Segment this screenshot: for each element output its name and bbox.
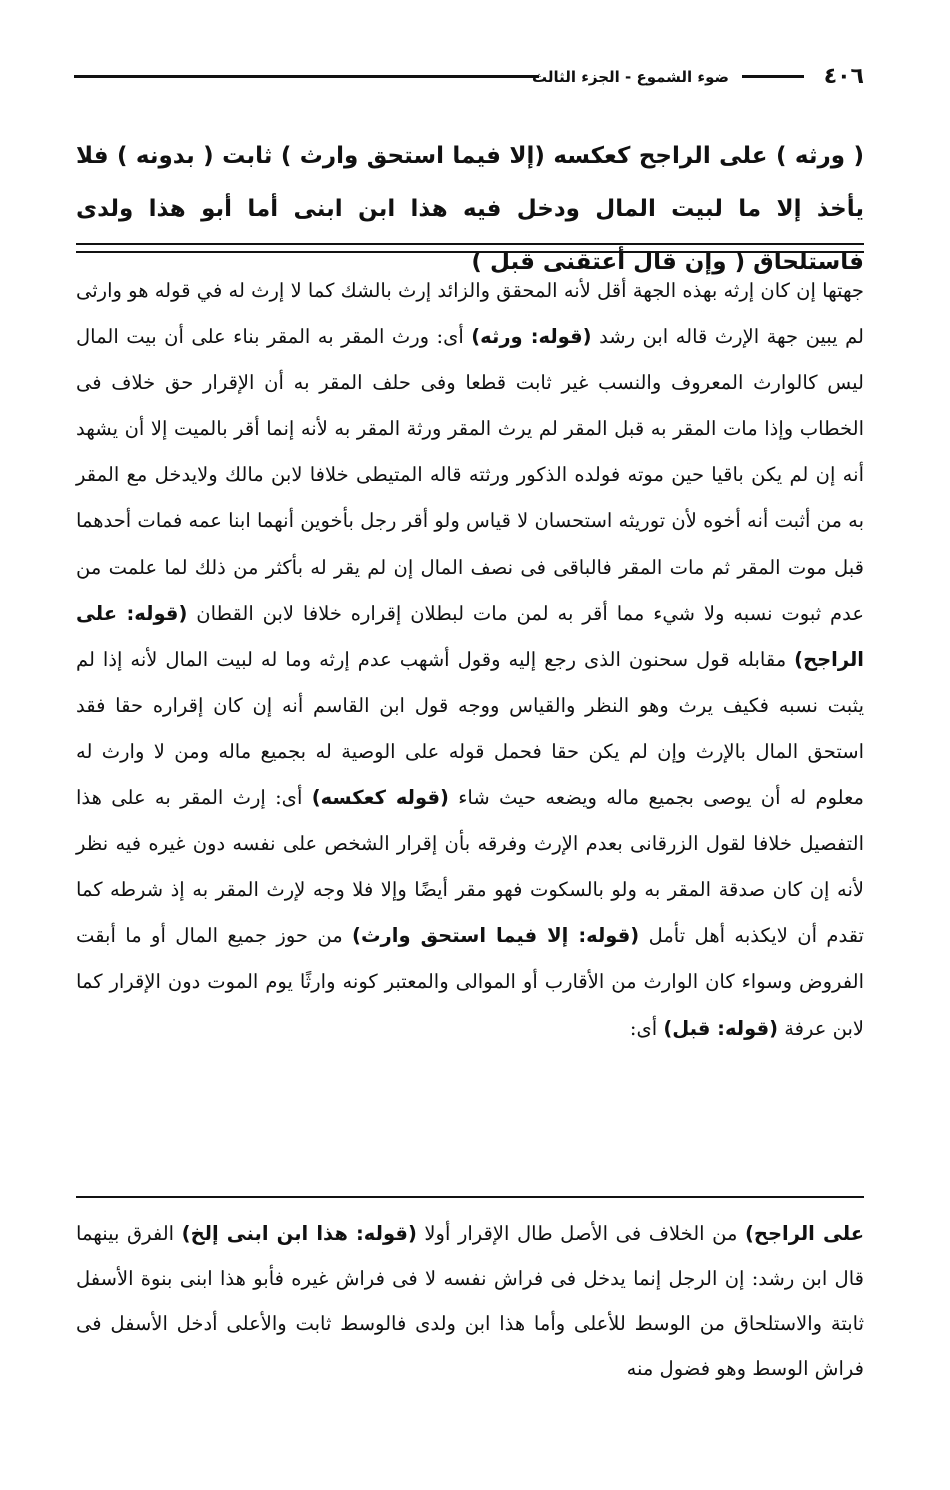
quoted-lemma: (قوله كعكسه) (311, 786, 449, 810)
quoted-lemma: (قوله: هذا ابن ابنى إلخ) (181, 1222, 417, 1245)
main-text (76, 130, 864, 289)
running-header (74, 62, 864, 122)
quoted-lemma: (قوله: على الراجح) (76, 601, 864, 671)
commentary-text-run: مقابله قول سحنون الذى رجع إليه وقول أشهب عدم إرثه وما له لبيت المال لأنه إذا لم يثبت نسبه فكيف يرث وهو النظر والقياس ووجه قول ابن القاسم أنه إن كان إقراره حقا فقد استحق المال بالإرث وإن لم يكن حقا فحمل قوله على الوصية له بجميع ماله ومن لا وارث له معلوم له أن يوصى بجميع ماله ويضعه حيث شاء (76, 647, 864, 810)
footnote-text-run: الفرق بينهما قال ابن رشد: إن الرجل إنما يدخل فى فراش نفسه لا فى فراش غيره فأبو هذا ابنى بنوة الأسفل ثابتة والاستلحاق من الوسط للأعلى وأما هذا ابن ولدى فالوسط ثابت والأعلى أدخل الأسفل فى فراش الوسط وهو فضول منه (76, 1222, 864, 1380)
quoted-lemma: (قوله: ورثه) (471, 325, 592, 349)
header-rule (742, 75, 804, 78)
quoted-lemma: (قوله: قبل) (663, 1016, 779, 1040)
footnote-divider (76, 1196, 864, 1198)
commentary-text-run: جهتها إن كان إرثه بهذه الجهة أقل لأنه المحقق والزائد إرث بالشك كما لا إرث له في قوله هو وارثى لم يبين جهة الإرث قاله ابن رشد (76, 279, 864, 349)
double-divider (76, 243, 864, 253)
footnote-text-run: من الخلاف فى الأصل طال الإقرار أولا (416, 1222, 738, 1245)
footnote-text (76, 1211, 864, 1391)
commentary-text-run: أى: ورث المقر به المقر بناء على أن بيت المال ليس كالوارث المعروف والنسب غير ثابت قطعا وفى حلف المقر به أن الإقرار حق خلاف فى الخطاب وإذا مات المقر به قبل المقر لم يرث المقر ورثة المقر به لأنه إنما أقر بالميت إلا أن يشهد أنه إن لم يكن باقيا حين موته فولده الذكور ورثته قاله المتيطى خلافا لابن مالك ولايدخل مع المقر به من أثبت أنه أخوه لأن توريثه استحسان لا قياس ولو أقر رجل بأخوين أنهما ابنا عمه فمات أحدهما قبل موت المقر ثم مات المقر فالباقى فى نصف المال إن لم يقر له بأكثر من ذلك لما علمت من عدم ثبوت نسبه ولا شيء مما أقر به لمن مات لبطلان إقراره خلافا لابن القطان (76, 325, 864, 625)
commentary-text-run: أى: إرث المقر به على هذا التفصيل خلافا لقول الزرقانى بعدم الإرث وفرقه بأن إقرار الشخص على نفسه دون غيره فيه نظر لأنه إن كان صدقة المقر به ولو بالسكوت فهو مقر أيضًا وإلا فلا وجه لإرث المقر به إذ شرطه كما تقدم أن لايكذبه أهل تأمل (76, 786, 864, 948)
main-text-line: ( ورثه ) على الراجح كعكسه (إلا فيما استحق وارث ) ثابت ( بدونه ) فلا يأخذ إلا ما (76, 143, 864, 222)
quoted-lemma: على الراجح) (745, 1222, 865, 1245)
commentary-text-run: من حوز جميع المال أو ما أبقت الفروض وسواء كان الوارث من الأقارب أو الموالى والمعتبر كونه وارثًا يوم الموت دون الإقرار كما لابن عرفة (76, 924, 864, 1040)
quoted-lemma: (قوله: إلا فيما استحق وارث) (352, 924, 640, 948)
page-number: ٤٠٦ (823, 64, 864, 89)
running-title: ضوء الشموع - الجزء الثالث (531, 68, 729, 86)
commentary-text (76, 268, 864, 1052)
commentary-text-run: أى: (629, 1016, 658, 1040)
main-text-line: لبيت المال ودخل فيه هذا ابن ابنى أما أبو هذا ولدى فاستلحاق ( وإن قال أعتقنى قبل ) (76, 196, 864, 275)
header-rule (74, 75, 539, 78)
